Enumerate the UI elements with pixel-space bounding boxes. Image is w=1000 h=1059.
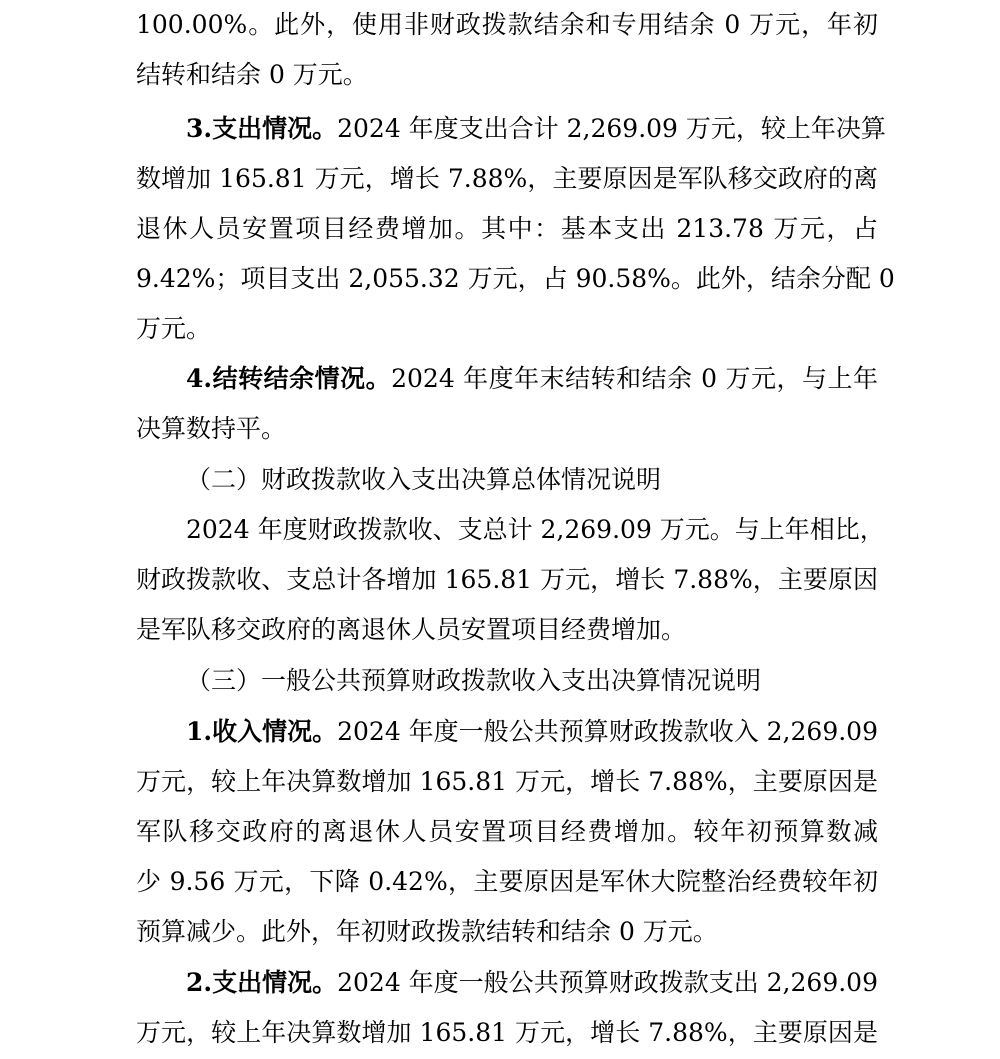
paragraph-text: 2024 年度年末结转和结余 0 万元，与上年	[391, 364, 878, 393]
paragraph-text: 2024 年度一般公共预算财政拨款收入 2,269.09	[337, 717, 878, 746]
paragraph-line: 9.42%；项目支出 2,055.32 万元，占 90.58%。此外，结余分配 0	[136, 264, 895, 293]
paragraph-lead: 1.收入情况。	[186, 717, 338, 746]
paragraph-line: 少 9.56 万元，下降 0.42%，主要原因是军休大院整治经费较年初	[136, 867, 878, 896]
paragraph-lead: 4.结转结余情况。	[186, 364, 392, 393]
paragraph-line: 是军队移交政府的离退休人员安置项目经费增加。	[136, 615, 687, 644]
paragraph-line: 100.00%。此外，使用非财政拨款结余和专用结余 0 万元，年初	[136, 10, 878, 39]
paragraph-text: 2024 年度支出合计 2,269.09 万元，较上年决算	[337, 114, 886, 143]
paragraph-lead: 3.支出情况。	[186, 114, 338, 143]
paragraph-line: 军队移交政府的离退休人员安置项目经费增加。较年初预算数减	[136, 817, 878, 846]
paragraph-line: 结转和结余 0 万元。	[136, 60, 368, 89]
paragraph-line	[136, 717, 878, 747]
paragraph-line: 2024 年度财政拨款收、支总计 2,269.09 万元。与上年相比，	[186, 515, 885, 544]
paragraph-line: 预算减少。此外，年初财政拨款结转和结余 0 万元。	[136, 917, 718, 946]
paragraph-line: 财政拨款收、支总计各增加 165.81 万元，增长 7.88%，主要原因	[136, 565, 878, 594]
section-heading: （二）财政拨款收入支出决算总体情况说明	[186, 465, 662, 494]
paragraph-line	[136, 968, 878, 998]
paragraph-line: 万元，较上年决算数增加 165.81 万元，增长 7.88%，主要原因是	[136, 767, 878, 796]
paragraph-line: 万元，较上年决算数增加 165.81 万元，增长 7.88%，主要原因是	[136, 1018, 878, 1047]
paragraph-line: 数增加 165.81 万元，增长 7.88%，主要原因是军队移交政府的离	[136, 164, 878, 193]
paragraph-line: 退休人员安置项目经费增加。其中：基本支出 213.78 万元，占	[136, 214, 878, 243]
paragraph-line: 万元。	[136, 314, 212, 343]
paragraph-line	[136, 364, 878, 394]
paragraph-text: 2024 年度一般公共预算财政拨款支出 2,269.09	[337, 968, 878, 997]
paragraph-lead: 2.支出情况。	[186, 968, 338, 997]
paragraph-line	[136, 114, 886, 144]
section-heading: （三）一般公共预算财政拨款收入支出决算情况说明	[186, 666, 762, 695]
paragraph-line: 决算数持平。	[136, 414, 287, 443]
